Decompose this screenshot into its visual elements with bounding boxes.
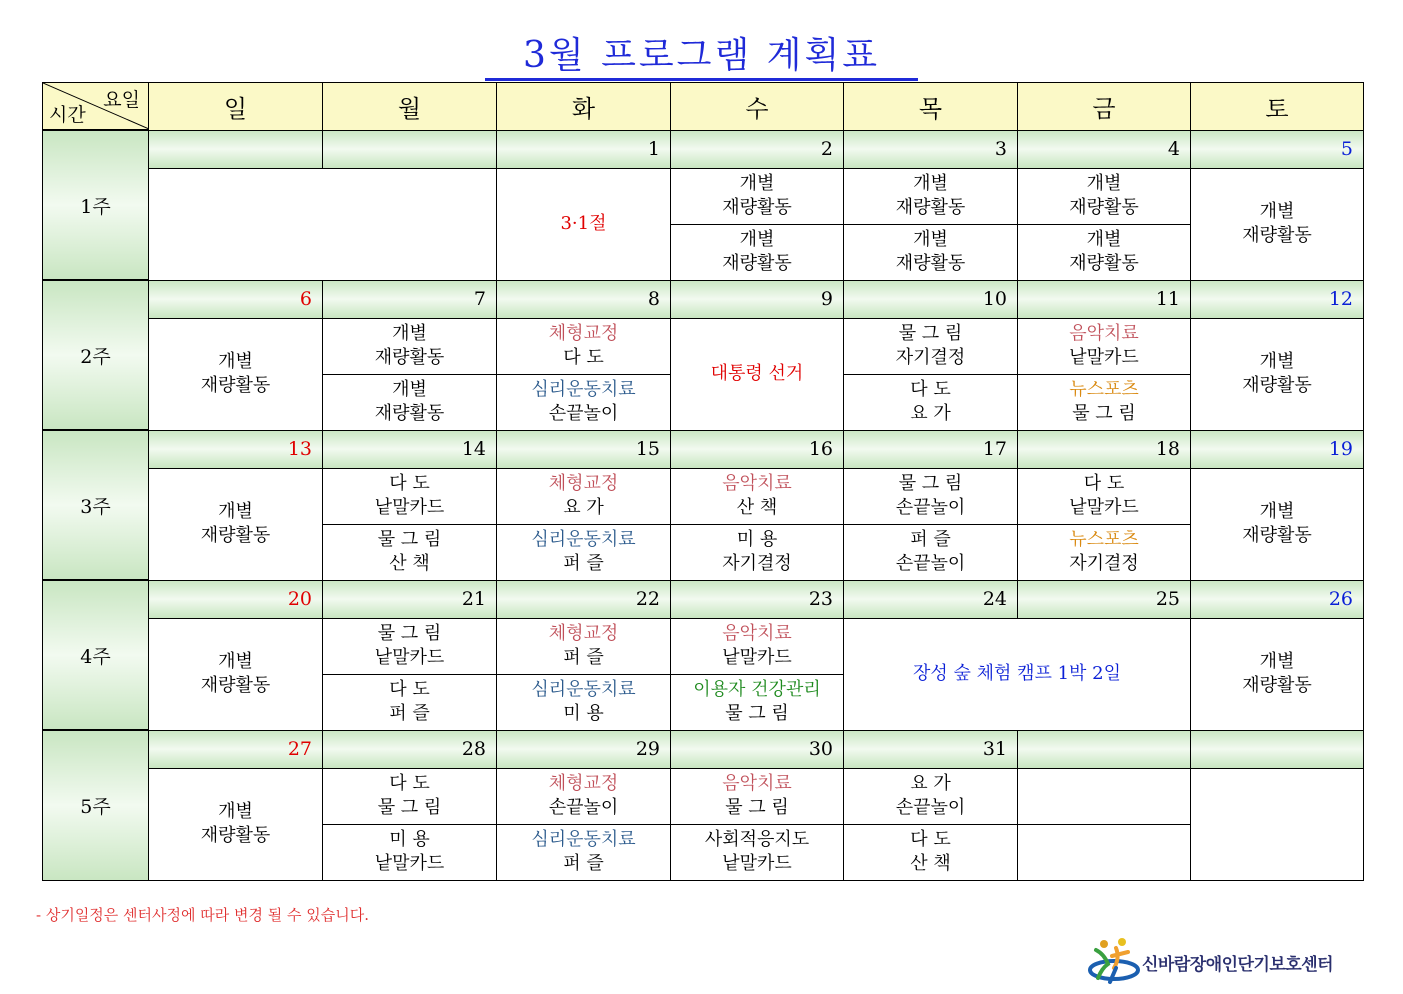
- program-line: 음악치료: [1069, 323, 1139, 344]
- program-line: 재량활동: [722, 253, 792, 274]
- holiday-cell: [671, 318, 844, 430]
- program-line: 낱말카드: [722, 853, 792, 874]
- date-cell: 4: [1018, 130, 1191, 168]
- program-line: 자기결정: [1069, 553, 1139, 574]
- week1-row-a: [43, 168, 1364, 224]
- week5-date-row: [43, 730, 1364, 768]
- camp-cell: [844, 618, 1191, 730]
- week-label: 1주: [43, 130, 149, 280]
- program-line: 개별: [218, 501, 253, 522]
- program-line: 이용자 건강관리: [693, 679, 821, 700]
- date-cell: [1191, 730, 1364, 768]
- program-line: 개별: [1086, 173, 1122, 194]
- date-cell: 31: [844, 730, 1018, 768]
- program-line: 재량활동: [200, 375, 271, 396]
- program-line: 재량활동: [1069, 197, 1139, 218]
- program-cell: [671, 768, 844, 824]
- day-header-mon: 월: [323, 83, 497, 131]
- program-line: 요 가: [910, 773, 951, 794]
- day-header-wed: 수: [671, 83, 844, 131]
- program-cell: [323, 768, 497, 824]
- week-label: 2주: [43, 280, 149, 430]
- program-line: 미 용: [563, 703, 604, 724]
- program-line: 손끝놀이: [895, 553, 966, 574]
- program-cell: [1191, 168, 1364, 280]
- program-line: 개별: [913, 173, 948, 194]
- date-cell: 2: [671, 130, 844, 168]
- date-cell: 9: [671, 280, 844, 318]
- date-cell: 30: [671, 730, 844, 768]
- date-cell: [149, 130, 323, 168]
- program-cell: [497, 524, 671, 580]
- program-cell: [844, 824, 1018, 880]
- program-line: 산 책: [736, 497, 778, 518]
- program-cell: [671, 524, 844, 580]
- corner-cell: [43, 83, 149, 131]
- program-cell: [844, 168, 1018, 224]
- date-cell: 17: [844, 430, 1018, 468]
- date-cell: 7: [323, 280, 497, 318]
- program-line: 개별: [1259, 351, 1295, 372]
- program-cell: [844, 524, 1018, 580]
- program-line: 낱말카드: [374, 853, 445, 874]
- program-line: 재량활동: [200, 675, 271, 696]
- page-title-wrap: [0, 36, 1403, 81]
- week2-row-a: [43, 318, 1364, 374]
- program-line: 다 도: [910, 379, 951, 400]
- week2-date-row: [43, 280, 1364, 318]
- program-line: 재량활동: [374, 347, 445, 368]
- week4-date-row: [43, 580, 1364, 618]
- corner-time-label: 시간: [49, 104, 86, 126]
- program-line: 개별: [1086, 229, 1122, 250]
- date-cell: 19: [1191, 430, 1364, 468]
- program-cell: [1191, 618, 1364, 730]
- program-line: 재량활동: [1242, 375, 1312, 396]
- program-line: 개별: [392, 323, 427, 344]
- program-cell: [1018, 224, 1191, 280]
- page-title: 3월 프로그램 계획표: [485, 36, 918, 81]
- date-cell: 18: [1018, 430, 1191, 468]
- program-line: 재량활동: [1242, 225, 1312, 246]
- program-line: 개별: [392, 379, 427, 400]
- program-cell: [497, 768, 671, 824]
- program-line: 개별: [1259, 651, 1295, 672]
- program-line: 퍼 즐: [563, 553, 604, 574]
- empty-cell: [1018, 768, 1191, 824]
- program-line: 물 그 림: [377, 797, 442, 818]
- program-cell: [1018, 318, 1191, 374]
- program-line: 심리운동치료: [531, 379, 636, 400]
- program-line: 재량활동: [1242, 675, 1312, 696]
- date-cell: 28: [323, 730, 497, 768]
- program-line: 뉴스포츠: [1069, 529, 1139, 550]
- program-line: 낱말카드: [374, 647, 445, 668]
- program-line: 개별: [1259, 501, 1295, 522]
- program-line: 손끝놀이: [548, 403, 619, 424]
- program-cell: [323, 318, 497, 374]
- program-line: 다 도: [563, 347, 604, 368]
- empty-cell: [149, 168, 497, 280]
- program-line: 낱말카드: [1069, 497, 1139, 518]
- program-line: 낱말카드: [722, 647, 792, 668]
- date-cell: 15: [497, 430, 671, 468]
- program-line: 개별: [739, 173, 775, 194]
- program-line: 물 그 림: [898, 473, 963, 494]
- date-cell: 14: [323, 430, 497, 468]
- program-line: 개별: [739, 229, 775, 250]
- program-line: 뉴스포츠: [1069, 379, 1139, 400]
- program-line: 심리운동치료: [531, 679, 636, 700]
- program-line: 물 그 림: [725, 797, 789, 818]
- schedule-table: [42, 82, 1364, 881]
- program-cell: [149, 618, 323, 730]
- program-cell: [671, 674, 844, 730]
- program-line: 다 도: [389, 773, 430, 794]
- program-cell: [497, 374, 671, 430]
- program-cell: [323, 674, 497, 730]
- program-cell: [1018, 468, 1191, 524]
- date-cell: 26: [1191, 580, 1364, 618]
- program-line: 음악치료: [722, 773, 792, 794]
- week5-row-a: [43, 768, 1364, 824]
- program-line: 다 도: [1083, 473, 1125, 494]
- program-cell: [497, 468, 671, 524]
- program-cell: [671, 168, 844, 224]
- program-line: 음악치료: [722, 473, 792, 494]
- center-name: 신바람장애인단기보호센터: [1142, 955, 1334, 975]
- date-cell: 5: [1191, 130, 1364, 168]
- program-line: 개별: [1259, 201, 1295, 222]
- date-cell: 13: [149, 430, 323, 468]
- program-line: 다 도: [389, 679, 430, 700]
- program-cell: [1018, 168, 1191, 224]
- program-line: 요 가: [910, 403, 951, 424]
- program-cell: [1191, 468, 1364, 580]
- program-line: 재량활동: [722, 197, 792, 218]
- date-cell: 23: [671, 580, 844, 618]
- day-header-thu: 목: [844, 83, 1018, 131]
- week3-date-row: [43, 430, 1364, 468]
- program-cell: [497, 318, 671, 374]
- header-row: [43, 83, 1364, 131]
- program-cell: [1018, 374, 1191, 430]
- program-line: 물 그 림: [377, 623, 442, 644]
- program-cell: [323, 374, 497, 430]
- camp-label: 장성 숲 체험 캠프 1박 2일: [912, 663, 1121, 684]
- date-cell: 12: [1191, 280, 1364, 318]
- program-cell: [844, 318, 1018, 374]
- date-cell: 16: [671, 430, 844, 468]
- program-line: 심리운동치료: [531, 529, 636, 550]
- date-cell: 8: [497, 280, 671, 318]
- footnote: - 상기일정은 센터사정에 따라 변경 될 수 있습니다.: [36, 906, 370, 924]
- center-logo: [1086, 934, 1356, 990]
- program-line: 퍼 즐: [563, 647, 604, 668]
- program-line: 재량활동: [1069, 253, 1139, 274]
- program-line: 산 책: [910, 853, 951, 874]
- date-cell: 25: [1018, 580, 1191, 618]
- program-line: 체형교정: [548, 623, 619, 644]
- program-cell: [844, 374, 1018, 430]
- program-line: 개별: [218, 351, 253, 372]
- program-line: 재량활동: [895, 253, 966, 274]
- week3-row-a: [43, 468, 1364, 524]
- program-line: 미 용: [736, 529, 778, 550]
- program-line: 퍼 즐: [563, 853, 604, 874]
- program-line: 물 그 림: [377, 529, 442, 550]
- program-cell: [149, 318, 323, 430]
- program-line: 퍼 즐: [389, 703, 430, 724]
- program-cell: [671, 824, 844, 880]
- program-cell: [149, 468, 323, 580]
- date-cell: 21: [323, 580, 497, 618]
- program-cell: [323, 618, 497, 674]
- date-cell: 3: [844, 130, 1018, 168]
- holiday-cell: [497, 168, 671, 280]
- program-line: 체형교정: [548, 773, 619, 794]
- corner-day-label: 요일: [103, 89, 140, 111]
- program-cell: [323, 468, 497, 524]
- empty-cell: [1191, 768, 1364, 880]
- program-line: 요 가: [563, 497, 604, 518]
- program-line: 물 그 림: [725, 703, 789, 724]
- holiday-label: 3·1절: [560, 213, 607, 234]
- week-label: 4주: [43, 580, 149, 730]
- program-cell: [671, 468, 844, 524]
- program-line: 자기결정: [722, 553, 792, 574]
- program-cell: [497, 618, 671, 674]
- program-line: 다 도: [910, 829, 951, 850]
- program-line: 낱말카드: [374, 497, 445, 518]
- date-cell: 1: [497, 130, 671, 168]
- empty-cell: [1018, 824, 1191, 880]
- program-line: 재량활동: [1242, 525, 1312, 546]
- program-cell: [323, 824, 497, 880]
- date-cell: 20: [149, 580, 323, 618]
- week4-row-a: [43, 618, 1364, 674]
- program-line: 자기결정: [895, 347, 966, 368]
- holiday-label: 대통령 선거: [710, 363, 804, 384]
- program-cell: [149, 768, 323, 880]
- program-line: 재량활동: [200, 825, 271, 846]
- day-header-fri: 금: [1018, 83, 1191, 131]
- program-line: 개별: [218, 651, 253, 672]
- date-cell: 24: [844, 580, 1018, 618]
- program-line: 재량활동: [895, 197, 966, 218]
- program-line: 재량활동: [200, 525, 271, 546]
- program-cell: [497, 824, 671, 880]
- date-cell: 22: [497, 580, 671, 618]
- day-header-sat: 토: [1191, 83, 1364, 131]
- date-cell: [323, 130, 497, 168]
- program-cell: [323, 524, 497, 580]
- program-line: 미 용: [389, 829, 430, 850]
- program-line: 낱말카드: [1069, 347, 1139, 368]
- program-cell: [1191, 318, 1364, 430]
- program-line: 음악치료: [722, 623, 792, 644]
- program-cell: [671, 224, 844, 280]
- date-cell: 10: [844, 280, 1018, 318]
- program-cell: [844, 468, 1018, 524]
- program-cell: [671, 618, 844, 674]
- week-label: 5주: [43, 730, 149, 880]
- date-cell: 6: [149, 280, 323, 318]
- date-cell: 27: [149, 730, 323, 768]
- week-label: 3주: [43, 430, 149, 580]
- program-line: 사회적응지도: [704, 829, 810, 850]
- program-line: 다 도: [389, 473, 430, 494]
- day-header-tue: 화: [497, 83, 671, 131]
- people-logo-icon: [1086, 934, 1142, 990]
- program-line: 손끝놀이: [895, 497, 966, 518]
- program-line: 물 그 림: [898, 323, 963, 344]
- program-line: 손끝놀이: [895, 797, 966, 818]
- program-cell: [1018, 524, 1191, 580]
- program-line: 개별: [913, 229, 948, 250]
- program-line: 체형교정: [548, 473, 619, 494]
- program-line: 개별: [218, 801, 253, 822]
- program-line: 심리운동치료: [531, 829, 636, 850]
- program-line: 산 책: [389, 553, 430, 574]
- program-cell: [844, 768, 1018, 824]
- day-header-sun: 일: [149, 83, 323, 131]
- date-cell: 11: [1018, 280, 1191, 318]
- program-line: 체형교정: [548, 323, 619, 344]
- week1-date-row: [43, 130, 1364, 168]
- program-line: 퍼 즐: [910, 529, 951, 550]
- date-cell: 29: [497, 730, 671, 768]
- program-line: 손끝놀이: [548, 797, 619, 818]
- program-cell: [844, 224, 1018, 280]
- program-line: 물 그 림: [1072, 403, 1136, 424]
- program-line: 재량활동: [374, 403, 445, 424]
- program-cell: [497, 674, 671, 730]
- date-cell: [1018, 730, 1191, 768]
